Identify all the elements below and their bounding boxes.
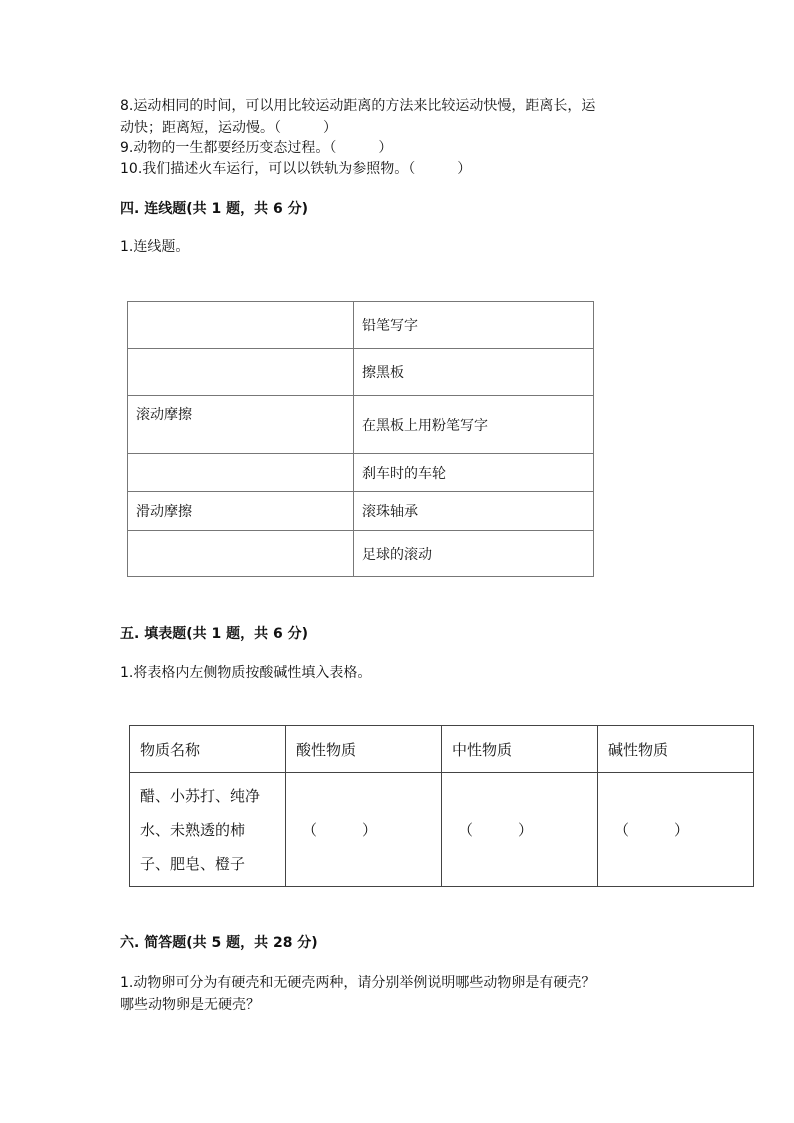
- header-substance-name: 物质名称: [130, 726, 286, 773]
- header-acidic: 酸性物质: [286, 726, 442, 773]
- section-5-question: 1.将表格内左侧物质按酸碱性填入表格。: [120, 665, 372, 681]
- table-row: [128, 531, 594, 577]
- table-row: [130, 773, 754, 887]
- substances-cell: [130, 773, 286, 887]
- matching-left-cell: [128, 302, 354, 349]
- header-alkaline: 碱性物质: [598, 726, 754, 773]
- matching-right-cell: 擦黑板: [354, 349, 594, 396]
- table-row: [128, 349, 594, 396]
- alkaline-blank: （ ）: [598, 773, 754, 887]
- table-header-row: [130, 726, 754, 773]
- judgement-item-8-line1: 8.运动相同的时间，可以用比较运动距离的方法来比较运动快慢，距离长，运: [120, 98, 596, 114]
- matching-right-cell: 足球的滚动: [354, 531, 594, 577]
- substances-line: 子、肥皂、橙子: [140, 854, 246, 873]
- fill-table: [129, 725, 754, 887]
- table-row: [128, 454, 594, 492]
- matching-table: [127, 301, 594, 577]
- matching-left-cell: [128, 531, 354, 577]
- matching-left-cell: [128, 454, 354, 492]
- header-neutral: 中性物质: [442, 726, 598, 773]
- section-6-question-line1: 1.动物卵可分为有硬壳和无硬壳两种，请分别举例说明哪些动物卵是有硬壳？: [120, 975, 596, 991]
- section-5-heading: 五. 填表题(共 1 题，共 6 分): [120, 626, 308, 642]
- matching-right-cell: 刹车时的车轮: [354, 454, 594, 492]
- matching-left-cell: 滚动摩擦: [128, 396, 354, 454]
- judgement-item-8-line2: 动快；距离短，运动慢。（ ）: [120, 120, 337, 136]
- section-4-heading: 四. 连线题(共 1 题，共 6 分): [120, 201, 308, 217]
- acidic-blank: （ ）: [286, 773, 442, 887]
- table-row: [128, 302, 594, 349]
- table-row: [128, 396, 594, 454]
- table-row: [128, 492, 594, 531]
- judgement-item-10: 10.我们描述火车运行，可以以铁轨为参照物。（ ）: [120, 161, 472, 177]
- substances-line: 醋、小苏打、纯净: [140, 786, 261, 805]
- matching-right-cell: 在黑板上用粉笔写字: [354, 396, 594, 454]
- section-6-question-line2: 哪些动物卵是无硬壳？: [120, 997, 260, 1013]
- matching-left-cell: 滑动摩擦: [128, 492, 354, 531]
- substances-line: 水、未熟透的柿: [140, 820, 246, 839]
- matching-left-cell: [128, 349, 354, 396]
- neutral-blank: （ ）: [442, 773, 598, 887]
- matching-right-cell: 滚珠轴承: [354, 492, 594, 531]
- matching-right-cell: 铅笔写字: [354, 302, 594, 349]
- judgement-item-9: 9.动物的一生都要经历变态过程。（ ）: [120, 140, 393, 156]
- section-6-heading: 六. 简答题(共 5 题，共 28 分): [120, 935, 318, 951]
- section-4-question: 1.连线题。: [120, 239, 190, 255]
